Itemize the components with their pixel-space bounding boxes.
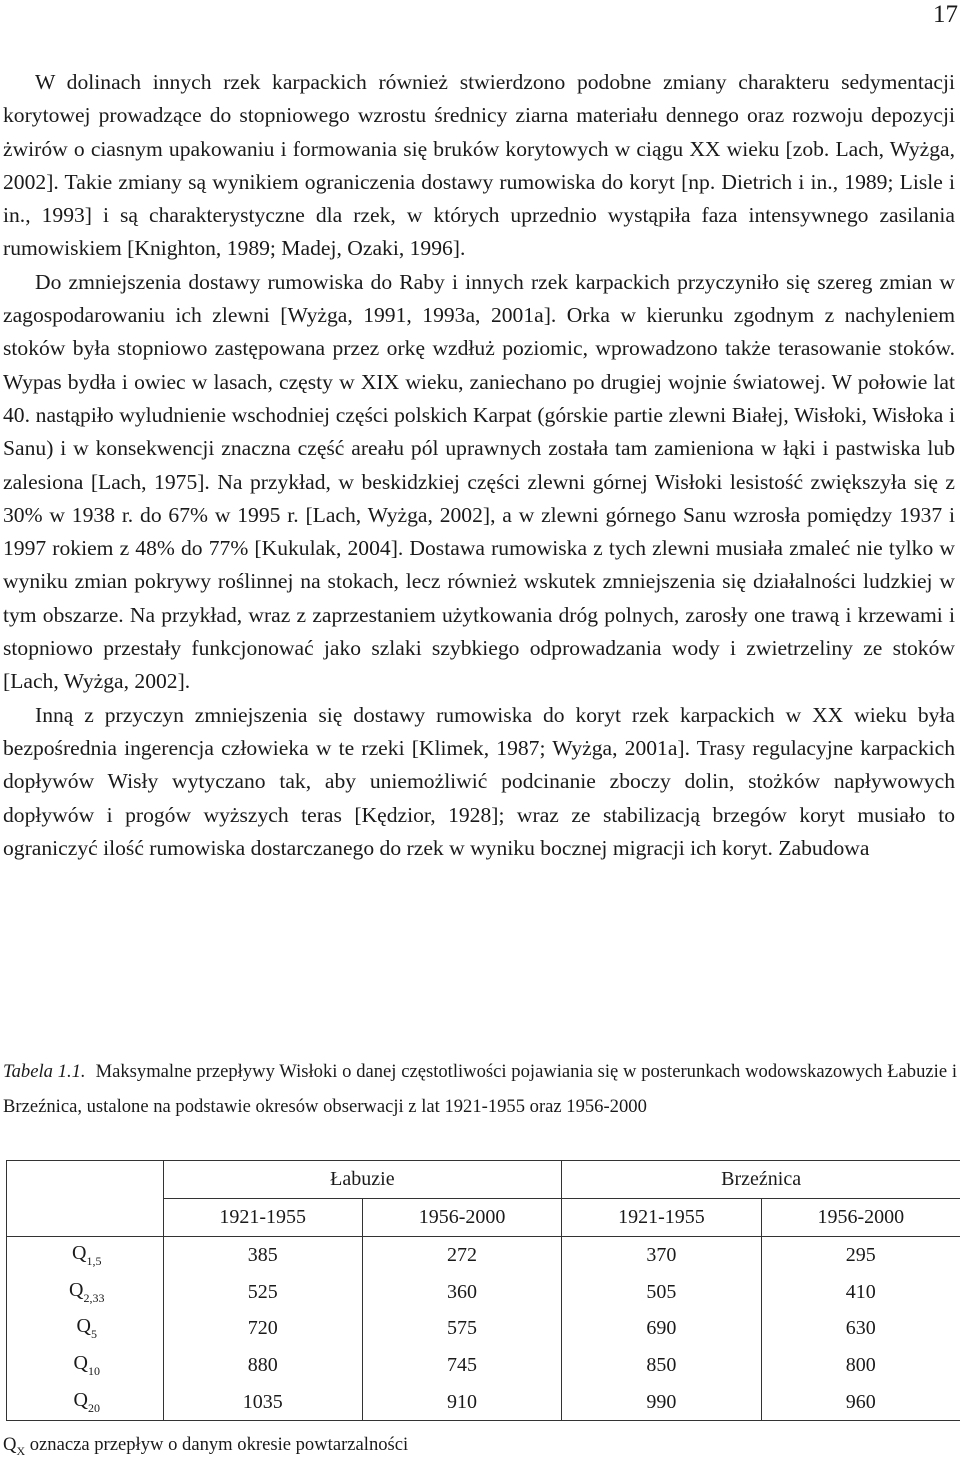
row-symbol: Q bbox=[72, 1241, 87, 1264]
row-subscript: 2,33 bbox=[83, 1290, 105, 1305]
paragraph-2: Do zmniejszenia dostawy rumowiska do Raby i innych rzek karpackich przyczyniło się szereg zmian w zagospodarowaniu ich zlewni [Wyżga, 1991, 1993a, 2001a]. Orka w kierunku zgodnym z nachyleniem stoków była stopniowo zastępowana przez orkę wzdłuż poziomic, wprowadzono także terasowanie stoków. Wypas bydła i owiec w lasach, częsty w XIX wieku, zaniechano po drugiej wojnie światowej. W połowie lat 40. nastąpiło wyludnienie wschodniej części polskich Karpat (górskie partie zlewni Białej, Wisłoki, Wisłoka i Sanu) i w konsekwencji znaczna część areału pól uprawnych została tam zamieniona w łąki i pastwiska lub zalesiona [Lach, 1975]. Na przykład, w beskidzkiej części zlewni górnej Wisłoki lesistość zwiększyła się z 30% w 1938 r. do 67% w 1995 r. [Lach, Wyżga, 2002], a w zlewni górnego Sanu wzrosła pomiędzy 1937 i 1997 rokiem z 48% do 77% [Kukulak, 2004]. Dostawa rumowiska z tych zlewni musiała zmaleć nie tylko w wyniku zmian pokrywy roślinnej na stokach, lecz również wskutek zmniejszenia się działalności ludzkiej w tym obszarze. Na przykład, wraz z zaprzestaniem użytkowania dróg polnych, zarosły one trawą i krzewami i stopniowo przestały funkcjonować jako szlaki szybkiego odprowadzania wody i zwietrzeliny ze stoków [Lach, Wyżga, 2002]. bbox=[3, 269, 955, 694]
table-row bbox=[7, 1274, 960, 1311]
table-footnote bbox=[3, 1432, 408, 1464]
row-subscript: 1,5 bbox=[86, 1253, 102, 1268]
table-corner-cell bbox=[7, 1161, 164, 1199]
group-header-labuzie: Łabuzie bbox=[163, 1161, 562, 1199]
row-symbol: Q bbox=[73, 1351, 88, 1374]
table-cell: 1035 bbox=[163, 1384, 362, 1421]
table-cell: 360 bbox=[362, 1274, 561, 1311]
table-cell: 295 bbox=[761, 1237, 960, 1274]
table-caption-label: Tabela 1.1. bbox=[3, 1061, 86, 1082]
footnote-text: oznacza przepływ o danym okresie powtarzalności bbox=[25, 1434, 409, 1455]
paragraph-1: W dolinach innych rzek karpackich również stwierdzono podobne zmiany charakteru sedymentacji korytowej prowadzące do stopniowego wzrostu średnicy ziarna materiału dennego oraz rozwoju depozycji żwirów o ciasnym upakowaniu i formowania się bruków korytowych w ciągu XX wieku [zob. Lach, Wyżga, 2002]. Takie zmiany są wynikiem ograniczenia dostawy rumowiska do koryt [np. Dietrich i in., 1989; Lisle i in., 1993] i są charakterystyczne dla rzek, w których uprzednio wystąpiła faza intensywnego zasilania rumowiskiem [Knighton, 1989; Madej, Ozaki, 1996]. bbox=[3, 70, 955, 261]
row-symbol: Q bbox=[73, 1388, 88, 1411]
footnote-subscript: X bbox=[16, 1444, 26, 1458]
period-header: 1956-2000 bbox=[362, 1199, 561, 1237]
table-cell: 630 bbox=[761, 1310, 960, 1347]
period-header: 1921-1955 bbox=[163, 1199, 362, 1237]
table-cell: 745 bbox=[362, 1347, 561, 1384]
table-corner-cell bbox=[7, 1199, 164, 1237]
row-label bbox=[7, 1310, 164, 1347]
footnote-symbol: Q bbox=[3, 1434, 17, 1455]
group-header-brzeznica: Brzeźnica bbox=[562, 1161, 960, 1199]
table-caption-text: Maksymalne przepływy Wisłoki o danej częstotliwości pojawiania się w posterunkach wodowskazowych Łabuzie i Brzeźnica, ustalone na podstawie okresów obserwacji z lat 1921-1955 oraz 1956-2000 bbox=[3, 1061, 957, 1117]
body-text bbox=[3, 66, 955, 865]
row-symbol: Q bbox=[76, 1315, 91, 1338]
row-label bbox=[7, 1347, 164, 1384]
table-header-groups bbox=[7, 1161, 960, 1199]
table-cell: 385 bbox=[163, 1237, 362, 1274]
row-symbol: Q bbox=[69, 1278, 84, 1301]
table-cell: 410 bbox=[761, 1274, 960, 1311]
row-label bbox=[7, 1274, 164, 1311]
period-header: 1956-2000 bbox=[761, 1199, 960, 1237]
table-cell: 850 bbox=[562, 1347, 761, 1384]
table-cell: 370 bbox=[562, 1237, 761, 1274]
row-subscript: 10 bbox=[87, 1363, 100, 1378]
table-cell: 990 bbox=[562, 1384, 761, 1421]
table-cell: 960 bbox=[761, 1384, 960, 1421]
table-cell: 910 bbox=[362, 1384, 561, 1421]
table-cell: 880 bbox=[163, 1347, 362, 1384]
table-cell: 525 bbox=[163, 1274, 362, 1311]
paragraph-3: Inną z przyczyn zmniejszenia się dostawy rumowiska do koryt rzek karpackich w XX wieku była bezpośrednia ingerencja człowieka w te rzeki [Klimek, 1987; Wyżga, 2001a]. Trasy regulacyjne karpackich dopływów Wisły wytyczano tak, aby uniemożliwić podcinanie zboczy dolin, stożków napływowych dopływów i progów wyższych teras [Kędzior, 1928]; wraz ze stabilizacją brzegów koryt musiało to ograniczyć ilość rumowiska dostarczanego do rzek w wyniku bocznej migracji ich koryt. Zabudowa bbox=[3, 702, 955, 860]
discharge-table bbox=[6, 1160, 960, 1421]
table-row bbox=[7, 1347, 960, 1384]
table-row bbox=[7, 1310, 960, 1347]
row-subscript: 5 bbox=[90, 1327, 97, 1342]
table-cell: 575 bbox=[362, 1310, 561, 1347]
table-cell: 505 bbox=[562, 1274, 761, 1311]
row-label bbox=[7, 1384, 164, 1421]
table-cell: 690 bbox=[562, 1310, 761, 1347]
period-header: 1921-1955 bbox=[562, 1199, 761, 1237]
table-caption bbox=[3, 1054, 957, 1124]
table-row bbox=[7, 1384, 960, 1421]
table-cell: 272 bbox=[362, 1237, 561, 1274]
page-number: 17 bbox=[933, 1, 958, 28]
table-cell: 800 bbox=[761, 1347, 960, 1384]
row-label bbox=[7, 1237, 164, 1274]
row-subscript: 20 bbox=[87, 1400, 100, 1415]
table-cell: 720 bbox=[163, 1310, 362, 1347]
table-row bbox=[7, 1237, 960, 1274]
table-header-periods bbox=[7, 1199, 960, 1237]
